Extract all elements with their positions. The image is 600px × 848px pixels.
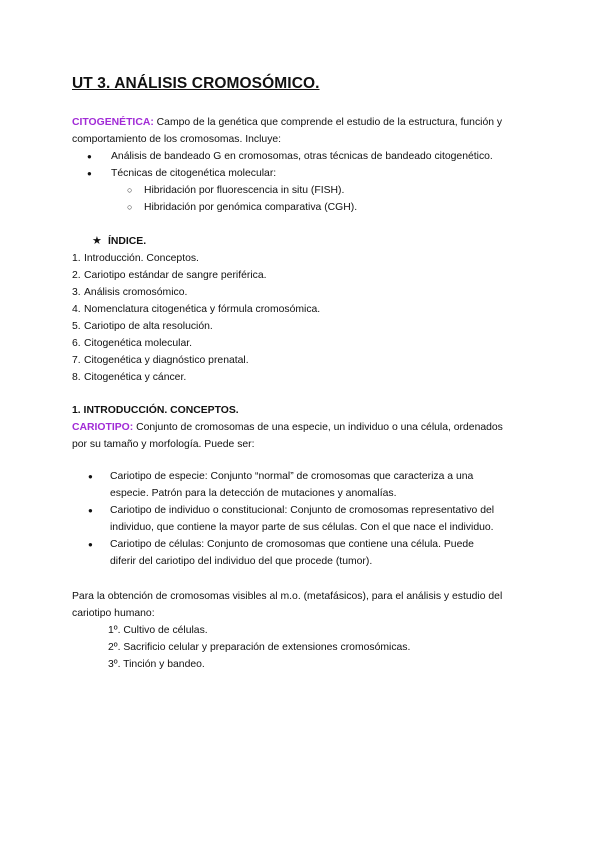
list-item: ● Cariotipo de células: Conjunto de cromosomas que contiene una célula. Puede diferir del cariotipo del individuo del que procede (tumor). [72, 536, 532, 570]
cariotipo-definition-cont: por su tamaño y morfología. Puede ser: [72, 439, 255, 450]
index-item: 6. Citogenética molecular. [72, 338, 193, 349]
index-item: 4. Nomenclatura citogenética y fórmula cromosómica. [72, 304, 321, 315]
sub-list-item: ○ Hibridación por genómica comparativa (CGH). [72, 199, 532, 216]
page-title: UT 3. ANÁLISIS CROMOSÓMICO. [72, 75, 320, 92]
bullet-icon: ● [88, 506, 93, 515]
index-section [72, 233, 532, 386]
section-introduccion [72, 402, 532, 453]
index-heading: ★ ÍNDICE. [72, 233, 532, 250]
star-icon: ★ [92, 235, 102, 247]
bullet-icon: ● [88, 540, 93, 549]
hollow-bullet-icon: ○ [127, 185, 133, 195]
cariotipo-definition: CARIOTIPO: Conjunto de cromosomas de una especie, un individuo o una célula, ordenados [72, 422, 503, 433]
list-item: ● Cariotipo de individuo o constitucional: Conjunto de cromosomas representativo del individuo, que contiene la mayor parte de sus células. Con el que nace el individuo. [72, 502, 532, 536]
step-item: 3º. Tinción y bandeo. [108, 659, 205, 670]
bullet-icon: ● [87, 169, 92, 178]
citogenetica-definition-cont: comportamiento de los cromosomas. Incluye: [72, 134, 282, 145]
index-item: 2. Cariotipo estándar de sangre periférica. [72, 270, 267, 281]
cariotipo-types-list [72, 468, 532, 570]
step-item: 1º. Cultivo de células. [108, 625, 208, 636]
obtencion-paragraph: Para la obtención de cromosomas visibles al m.o. (metafásicos), para el análisis y estudio del cariotipo humano: 1º. Cultivo de células. 2º. Sacrificio celular y preparación de extensiones cromosómicas. 3º. Tinción y bandeo. [72, 588, 532, 673]
sub-list-item: ○ Hibridación por fluorescencia in situ (FISH). [72, 182, 532, 199]
list-item: ● Análisis de bandeado G en cromosomas, otras técnicas de bandeado citogenético. [72, 148, 532, 165]
citogenetica-definition [72, 114, 532, 131]
index-item: 8. Citogenética y cáncer. [72, 372, 187, 383]
section-heading: 1. INTRODUCCIÓN. CONCEPTOS. [72, 405, 239, 416]
index-item: 7. Citogenética y diagnóstico prenatal. [72, 355, 249, 366]
cariotipo-term: CARIOTIPO: [72, 422, 134, 433]
list-item: ● Técnicas de citogenética molecular: [72, 165, 532, 182]
index-item: 5. Cariotipo de alta resolución. [72, 321, 213, 332]
list-item: ● Cariotipo de especie: Conjunto “normal” de cromosomas que caracteriza a una especie. Patrón para la detección de mutaciones y anomalías. [72, 468, 532, 502]
bullet-icon: ● [88, 472, 93, 481]
bullet-icon: ● [87, 152, 92, 161]
citogenetica-section [72, 114, 532, 216]
citogenetica-definition-text: Campo de la genética que comprende el estudio de la estructura, función y [156, 117, 503, 128]
index-item: 1. Introducción. Conceptos. [72, 253, 199, 264]
hollow-bullet-icon: ○ [127, 202, 133, 212]
index-item: 3. Análisis cromosómico. [72, 287, 188, 298]
step-item: 2º. Sacrificio celular y preparación de extensiones cromosómicas. [108, 642, 411, 653]
citogenetica-term: CITOGENÉTICA: [72, 117, 154, 128]
